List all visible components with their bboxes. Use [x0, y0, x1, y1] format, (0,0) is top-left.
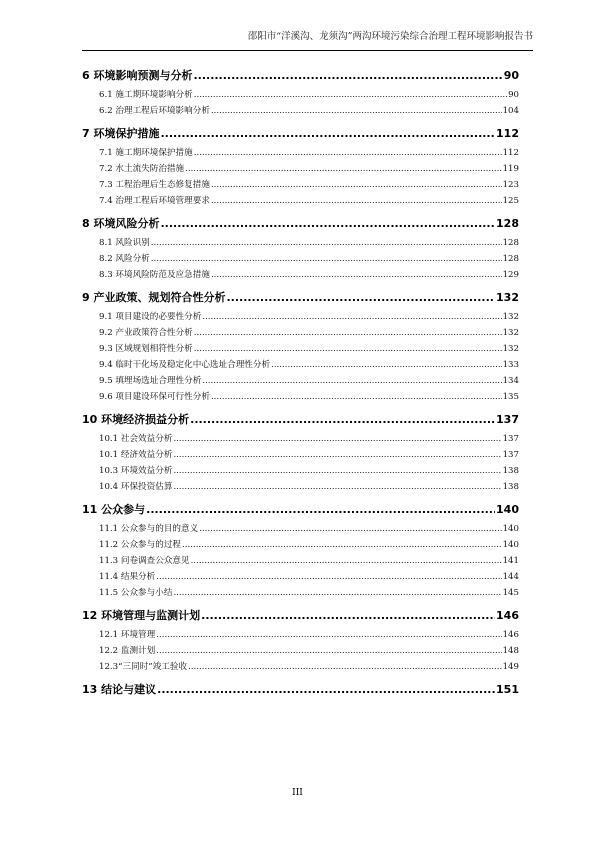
chapter-title: 8 环境风险分析: [82, 217, 160, 230]
section-title: 6.1 施工期环境影响分析: [99, 90, 193, 100]
section-title: 9.1 项目建设的必要性分析: [99, 312, 202, 322]
toc-section-entry[interactable]: [82, 480, 519, 496]
dot-leader: [173, 450, 501, 460]
toc-section-entry[interactable]: [82, 178, 519, 194]
section-page-number: 129: [502, 270, 519, 280]
section-title: 10.1 社会效益分析: [99, 434, 173, 444]
chapter-page-number: 151: [496, 683, 519, 696]
dot-leader: [182, 540, 502, 550]
toc-section-entry[interactable]: [82, 586, 519, 602]
section-title: 9.5 填埋场选址合理性分析: [99, 376, 202, 386]
chapter-title: 6 环境影响预测与分析: [82, 69, 193, 82]
chapter-title: 13 结论与建议: [82, 683, 157, 696]
section-page-number: 137: [502, 434, 519, 444]
chapter-title: 12 环境管理与监测计划: [82, 609, 201, 622]
section-page-number: 141: [502, 556, 519, 566]
dot-leader: [211, 196, 502, 206]
toc-section-entry[interactable]: [82, 374, 519, 390]
section-page-number: 125: [502, 196, 519, 206]
section-page-number: 148: [502, 646, 519, 656]
chapter-title: 10 环境经济损益分析: [82, 413, 190, 426]
section-page-number: 132: [502, 312, 519, 322]
table-of-contents: [82, 62, 519, 702]
toc-section-entry[interactable]: [82, 464, 519, 480]
dot-leader: [271, 360, 502, 370]
toc-chapter-entry[interactable]: [82, 289, 519, 306]
section-title: 11.1 公众参与的目的意义: [99, 524, 199, 534]
toc-section-entry[interactable]: [82, 104, 519, 120]
section-title: 12.1 环境管理: [99, 630, 156, 640]
dot-leader: [211, 270, 502, 280]
section-title: 7.2 水土流失防治措施: [99, 164, 185, 174]
toc-section-entry[interactable]: [82, 358, 519, 374]
chapter-title: 7 环境保护措施: [82, 127, 160, 140]
section-title: 11.2 公众参与的过程: [99, 540, 182, 550]
section-page-number: 140: [502, 524, 519, 534]
toc-chapter-entry[interactable]: [82, 607, 519, 624]
section-page-number: 144: [502, 572, 519, 582]
toc-section-entry[interactable]: [82, 88, 519, 104]
section-page-number: 140: [502, 540, 519, 550]
toc-chapter-entry[interactable]: [82, 215, 519, 232]
section-title: 10.4 环保投资估算: [99, 482, 173, 492]
toc-section-entry[interactable]: [82, 162, 519, 178]
dot-leader: [194, 148, 502, 158]
section-title: 8.1 风险识别: [99, 238, 150, 248]
section-title: 7.4 治理工程后环境管理要求: [99, 196, 210, 206]
section-page-number: 146: [502, 630, 519, 640]
toc-section-entry[interactable]: [82, 194, 519, 210]
toc-section-entry[interactable]: [82, 570, 519, 586]
section-page-number: 132: [502, 328, 519, 338]
dot-leader: [194, 344, 502, 354]
section-page-number: 134: [502, 376, 519, 386]
toc-section-entry[interactable]: [82, 660, 519, 676]
chapter-page-number: 137: [496, 413, 519, 426]
chapter-title: 11 公众参与: [82, 503, 146, 516]
dot-leader: [156, 646, 501, 656]
toc-section-entry[interactable]: [82, 236, 519, 252]
section-page-number: 104: [502, 106, 519, 116]
dot-leader: [173, 482, 501, 492]
dot-leader: [146, 503, 495, 516]
dot-leader: [211, 180, 502, 190]
dot-leader: [188, 662, 502, 672]
section-title: 12.3“三同时”竣工验收: [99, 662, 188, 672]
page-number: III: [292, 788, 303, 798]
chapter-page-number: 128: [496, 217, 519, 230]
section-title: 8.3 环境风险防范及应急措施: [99, 270, 210, 280]
dot-leader: [226, 291, 495, 304]
toc-section-entry[interactable]: [82, 342, 519, 358]
toc-section-entry[interactable]: [82, 390, 519, 406]
dot-leader: [185, 164, 501, 174]
toc-chapter-entry[interactable]: [82, 501, 519, 518]
toc-section-entry[interactable]: [82, 448, 519, 464]
section-title: 9.3 区域规划相符性分析: [99, 344, 193, 354]
dot-leader: [190, 413, 495, 426]
section-title: 6.2 治理工程后环境影响分析: [99, 106, 210, 116]
toc-section-entry[interactable]: [82, 146, 519, 162]
section-page-number: 128: [502, 254, 519, 264]
toc-chapter-entry[interactable]: [82, 125, 519, 142]
section-page-number: 135: [502, 392, 519, 402]
section-title: 11.3 问卷调查公众意见: [99, 556, 190, 566]
toc-section-entry[interactable]: [82, 432, 519, 448]
section-page-number: 149: [502, 662, 519, 672]
section-page-number: 133: [502, 360, 519, 370]
dot-leader: [157, 683, 495, 696]
toc-section-entry[interactable]: [82, 628, 519, 644]
dot-leader: [194, 328, 502, 338]
section-title: 12.2 监测计划: [99, 646, 156, 656]
chapter-page-number: 132: [496, 291, 519, 304]
toc-chapter-entry[interactable]: [82, 411, 519, 428]
toc-section-entry[interactable]: [82, 252, 519, 268]
dot-leader: [151, 254, 502, 264]
section-page-number: 145: [502, 588, 519, 598]
section-title: 11.4 结果分析: [99, 572, 156, 582]
section-title: 9.6 项目建设环保可行性分析: [99, 392, 210, 402]
section-title: 10.1 经济效益分析: [99, 450, 173, 460]
toc-section-entry[interactable]: [82, 522, 519, 538]
toc-chapter-entry[interactable]: [82, 67, 519, 84]
dot-leader: [160, 217, 495, 230]
dot-leader: [173, 588, 501, 598]
dot-leader: [151, 238, 502, 248]
section-title: 8.2 风险分析: [99, 254, 150, 264]
section-page-number: 132: [502, 344, 519, 354]
section-page-number: 128: [502, 238, 519, 248]
section-page-number: 137: [502, 450, 519, 460]
section-title: 11.5 公众参与小结: [99, 588, 173, 598]
toc-chapter-entry[interactable]: [82, 681, 519, 698]
chapter-title: 9 产业政策、规划符合性分析: [82, 291, 226, 304]
dot-leader: [173, 466, 501, 476]
chapter-page-number: 146: [496, 609, 519, 622]
dot-leader: [201, 609, 495, 622]
section-page-number: 138: [502, 482, 519, 492]
dot-leader: [202, 312, 501, 322]
toc-section-entry[interactable]: [82, 268, 519, 284]
dot-leader: [199, 524, 501, 534]
dot-leader: [156, 572, 501, 582]
dot-leader: [160, 127, 495, 140]
toc-section-entry[interactable]: [82, 554, 519, 570]
toc-section-entry[interactable]: [82, 538, 519, 554]
dot-leader: [173, 434, 501, 444]
section-page-number: 90: [508, 90, 519, 100]
dot-leader: [156, 630, 501, 640]
dot-leader: [193, 69, 502, 82]
section-title: 7.1 施工期环境保护措施: [99, 148, 193, 158]
toc-section-entry[interactable]: [82, 326, 519, 342]
dot-leader: [211, 392, 502, 402]
section-title: 10.3 环境效益分析: [99, 466, 173, 476]
running-header: 邵阳市“洋溪沟、龙须沟”两沟环境污染综合治理工程环境影响报告书: [82, 30, 533, 51]
section-title: 7.3 工程治理后生态修复措施: [99, 180, 210, 190]
toc-section-entry[interactable]: [82, 644, 519, 660]
section-page-number: 123: [502, 180, 519, 190]
dot-leader: [202, 376, 501, 386]
section-page-number: 112: [502, 148, 519, 158]
section-title: 9.4 临时干化场及稳定化中心选址合理性分析: [99, 360, 271, 370]
chapter-page-number: 112: [496, 127, 519, 140]
dot-leader: [191, 556, 502, 566]
dot-leader: [194, 90, 507, 100]
section-title: 9.2 产业政策符合性分析: [99, 328, 193, 338]
dot-leader: [211, 106, 502, 116]
toc-section-entry[interactable]: [82, 310, 519, 326]
section-page-number: 138: [502, 466, 519, 476]
section-page-number: 119: [502, 164, 519, 174]
chapter-page-number: 140: [496, 503, 519, 516]
chapter-page-number: 90: [503, 69, 519, 82]
